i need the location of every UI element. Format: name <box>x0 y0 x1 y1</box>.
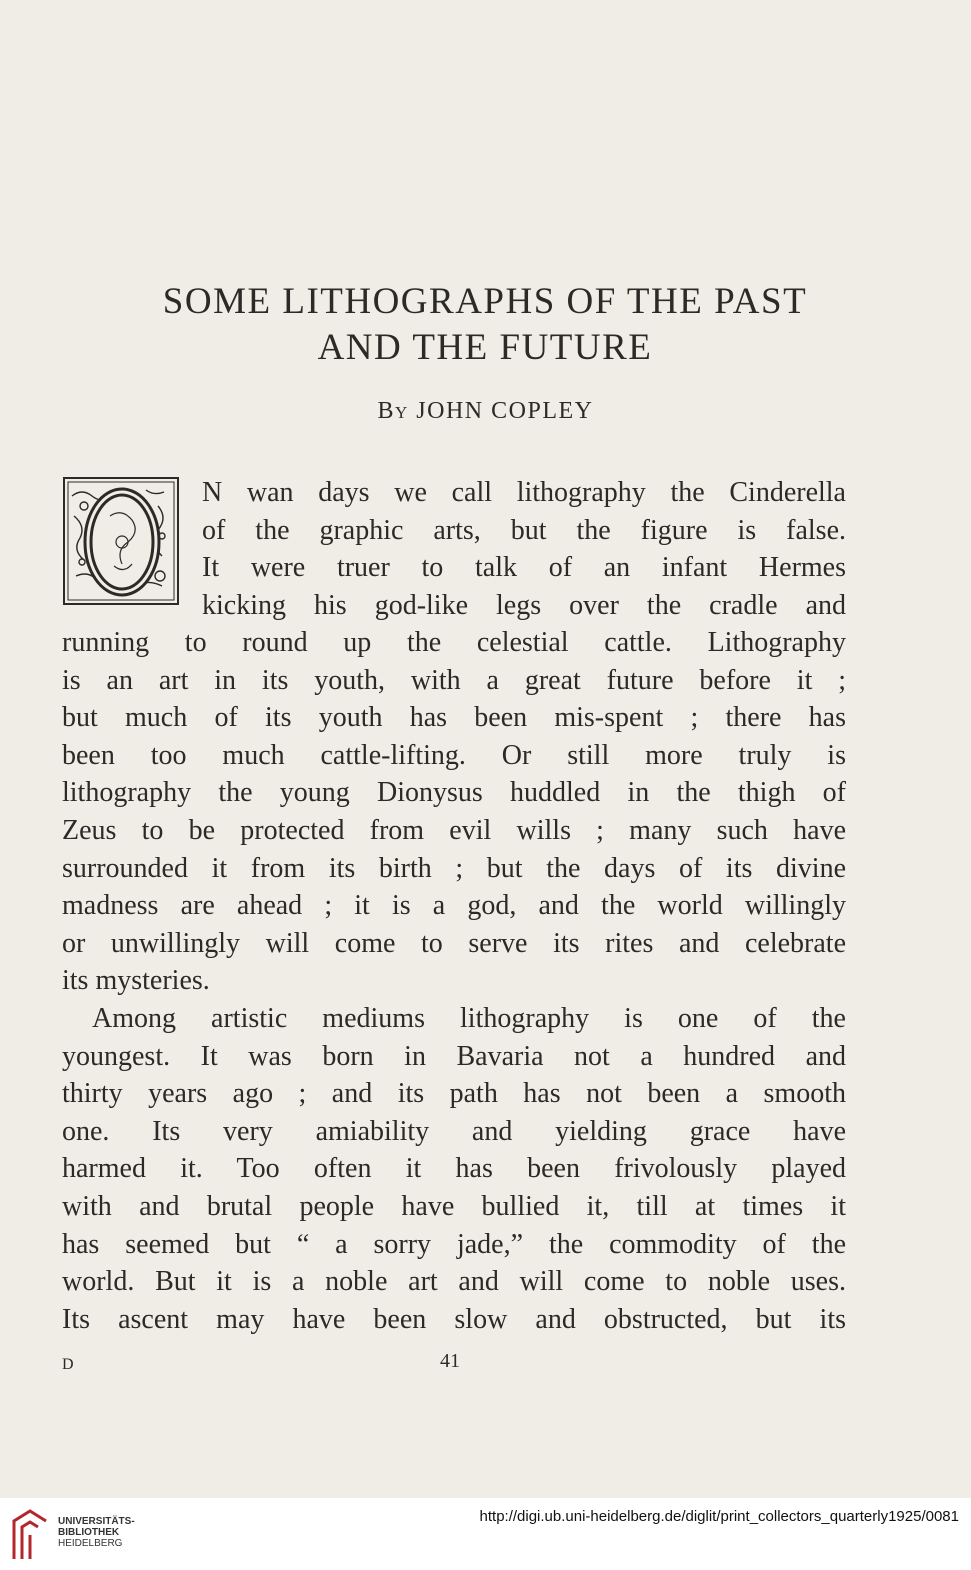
text-line: surrounded it from its birth ; but the days of its divine <box>62 852 846 884</box>
library-name-line-2: BIBLIOTHEK <box>58 1527 120 1538</box>
text-line: but much of its youth has been mis-spent ; there has <box>62 702 846 734</box>
source-url-link[interactable]: http://digi.ub.uni-heidelberg.de/diglit/print_collectors_quarterly1925/0081 <box>479 1508 959 1525</box>
library-name-line-3: HEIDELBERG <box>58 1538 123 1549</box>
byline-prefix: By <box>377 398 409 424</box>
article-title-line-1: SOME LITHOGRAPHS OF THE PAST <box>162 281 808 322</box>
text-line: youngest. It was born in Bavaria not a hundred and <box>62 1040 846 1072</box>
text-line: Its ascent may have been slow and obstructed, but its <box>62 1303 846 1335</box>
text-line: harmed it. Too often it has been frivolously played <box>62 1153 846 1185</box>
text-line: is an art in its youth, with a great future before it ; <box>62 664 846 696</box>
text-line: lithography the young Dionysus huddled in the thigh of <box>62 777 846 809</box>
text-line: madness are ahead ; it is a god, and the world willingly <box>62 890 846 922</box>
text-line: N wan days we call lithography the Cinderella <box>202 477 846 508</box>
university-library-logo-icon <box>8 1507 52 1563</box>
signature-mark: D <box>62 1356 74 1373</box>
paragraph-2-body <box>62 1000 846 1338</box>
text-line: with and brutal people have bullied it, till at times it <box>62 1190 846 1222</box>
page-number: 41 <box>440 1350 460 1372</box>
text-line: its mysteries. <box>62 965 210 997</box>
text-line: been too much cattle-lifting. Or still more truly is <box>62 739 846 771</box>
library-name <box>58 1516 135 1549</box>
text-line: one. Its very amiability and yielding grace have <box>62 1115 846 1147</box>
article-title-line-2: AND THE FUTURE <box>317 327 653 368</box>
library-name-line-1: UNIVERSITÄTS- <box>58 1516 135 1527</box>
text-line: running to round up the celestial cattle. Lithography <box>62 627 846 658</box>
text-line: It were truer to talk of an infant Hermes <box>202 552 846 584</box>
paragraph-1-dropcap-lines <box>62 474 846 624</box>
text-line: Zeus to be protected from evil wills ; many such have <box>62 814 846 846</box>
text-line: thirty years ago ; and its path has not been a smooth <box>62 1078 846 1110</box>
text-line: has seemed but “ a sorry jade,” the commodity of the <box>62 1228 846 1260</box>
text-line: kicking his god-like legs over the cradle and <box>202 589 846 621</box>
text-line: or unwillingly will come to serve its rites and celebrate <box>62 927 846 959</box>
paragraph-1-body <box>62 624 846 1000</box>
text-line: of the graphic arts, but the figure is false. <box>202 514 846 546</box>
text-line: world. But it is a noble art and will come to noble uses. <box>62 1266 846 1298</box>
text-line: Among artistic mediums lithography is one of the <box>92 1003 846 1034</box>
byline <box>0 398 971 425</box>
author-name: JOHN COPLEY <box>416 398 594 424</box>
